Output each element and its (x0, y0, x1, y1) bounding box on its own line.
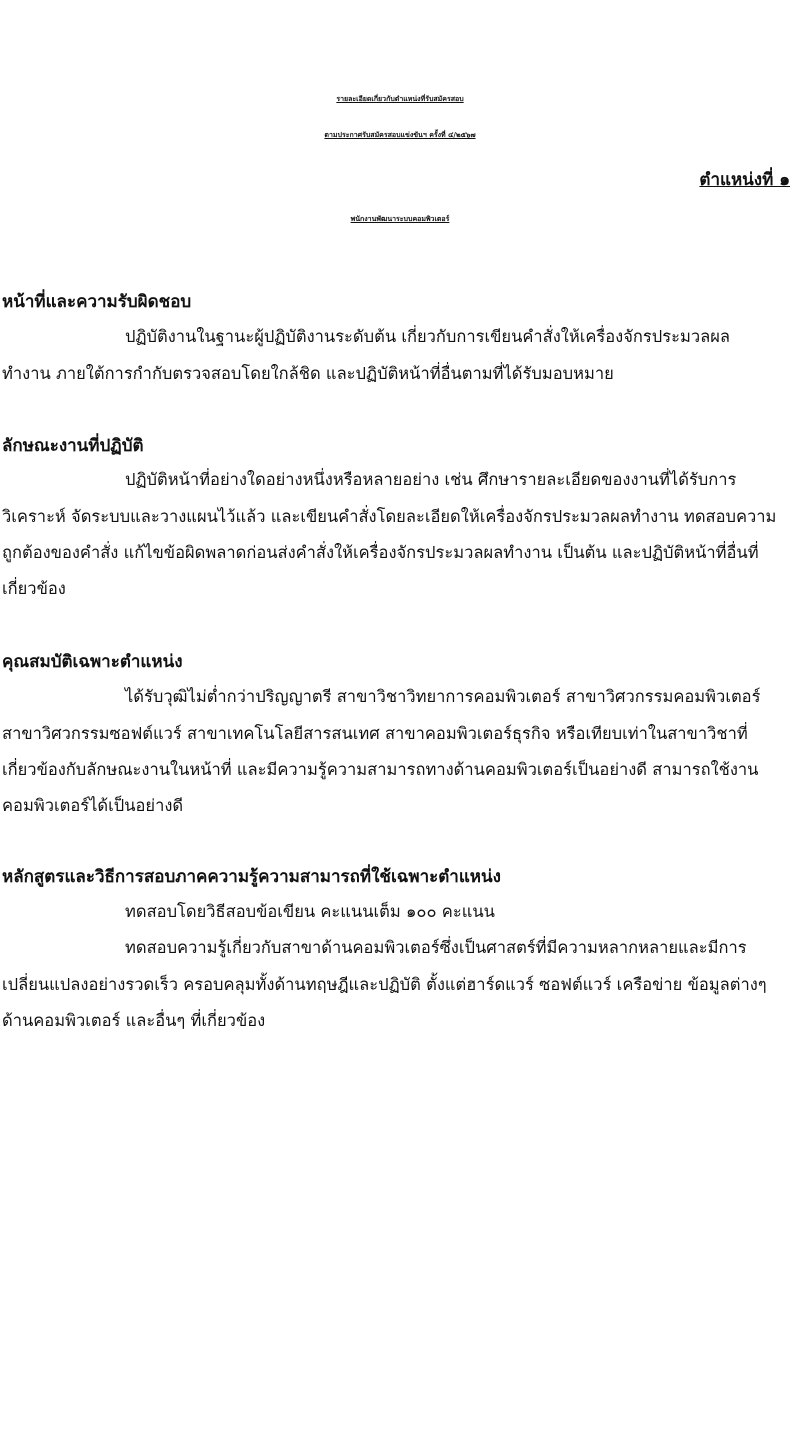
exam-line: ทดสอบโดยวิธีสอบข้อเขียน คะแนนเต็ม ๑๐๐ คะแนน (125, 902, 495, 921)
qualifications-line: เกี่ยวข้องกับลักษณะงานในหน้าที่ และมีความรู้ความสามารถทางด้านคอมพิวเตอร์เป็นอย่างดี สามารถใช้งาน (2, 760, 759, 779)
qualifications-heading: คุณสมบัติเฉพาะตำแหน่ง (2, 652, 183, 672)
position-name: พนักงานพัฒนาระบบคอมพิวเตอร์ (350, 215, 450, 223)
work-nature-heading: ลักษณะงานที่ปฏิบัติ (2, 436, 144, 456)
qualifications-line: ได้รับวุฒิไม่ต่ำกว่าปริญญาตรี สาขาวิชาวิทยาการคอมพิวเตอร์ สาขาวิศวกรรมคอมพิวเตอร์ (125, 687, 761, 706)
duties-line: ทำงาน ภายใต้การกำกับตรวจสอบโดยใกล้ชิด และปฏิบัติหน้าที่อื่นตามที่ได้รับมอบหมาย (2, 364, 614, 383)
position-number: ตำแหน่งที่ ๑ (699, 170, 790, 190)
duties-heading: หน้าที่และความรับผิดชอบ (2, 292, 192, 312)
document-title: รายละเอียดเกี่ยวกับตำแหน่งที่รับสมัครสอบ (336, 95, 464, 103)
announcement-reference: ตามประกาศรับสมัครสอบแข่งขันฯ ครั้งที่ ๔/๒๕๖๗ (324, 131, 476, 139)
qualifications-line: สาขาวิศวกรรมซอฟต์แวร์ สาขาเทคโนโลยีสารสนเทศ สาขาคอมพิวเตอร์ธุรกิจ หรือเทียบเท่าในสาขาวิชาที่ (2, 724, 748, 743)
exam-line: ด้านคอมพิวเตอร์ และอื่นๆ ที่เกี่ยวข้อง (2, 1011, 266, 1030)
work-nature-line: ถูกต้องของคำสั่ง แก้ไขข้อผิดพลาดก่อนส่งคำสั่งให้เครื่องจักรประมวลผลทำงาน เป็นต้น และปฏิบัติหน้าที่อื่นที่ (2, 543, 759, 562)
exam-line: ทดสอบความรู้เกี่ยวกับสาขาด้านคอมพิวเตอร์ซึ่งเป็นศาสตร์ที่มีความหลากหลายและมีการ (125, 938, 747, 957)
exam-heading: หลักสูตรและวิธีการสอบภาคความรู้ความสามารถที่ใช้เฉพาะตำแหน่ง (2, 867, 501, 887)
duties-line: ปฏิบัติงานในฐานะผู้ปฏิบัติงานระดับต้น เกี่ยวกับการเขียนคำสั่งให้เครื่องจักรประมวลผล (125, 327, 730, 346)
work-nature-line: ปฏิบัติหน้าที่อย่างใดอย่างหนึ่งหรือหลายอย่าง เช่น ศึกษารายละเอียดของงานที่ได้รับการ (125, 470, 737, 489)
work-nature-line: เกี่ยวข้อง (2, 579, 66, 598)
exam-line: เปลี่ยนแปลงอย่างรวดเร็ว ครอบคลุมทั้งด้านทฤษฎีและปฏิบัติ ตั้งแต่ฮาร์ดแวร์ ซอฟต์แวร์ เครือข่าย ข้อมูลต่างๆ (2, 975, 767, 994)
qualifications-line: คอมพิวเตอร์ได้เป็นอย่างดี (2, 796, 184, 815)
work-nature-line: วิเคราะห์ จัดระบบและวางแผนไว้แล้ว และเขียนคำสั่งโดยละเอียดให้เครื่องจักรประมวลผลทำงาน ทดสอบความ (2, 507, 777, 526)
